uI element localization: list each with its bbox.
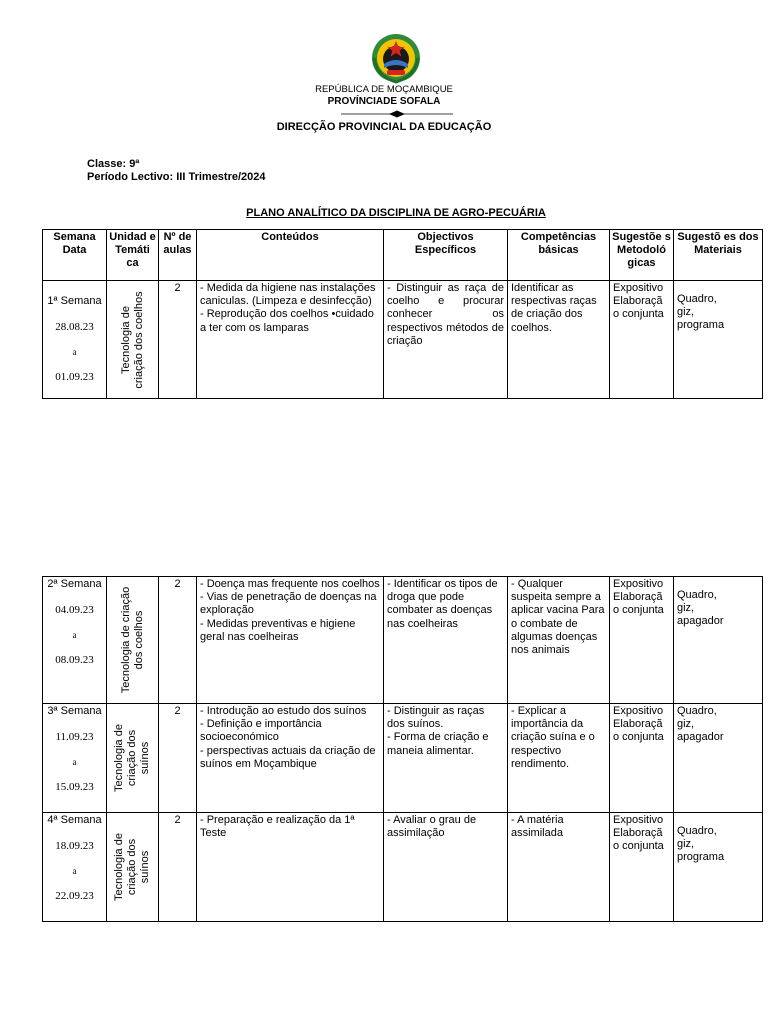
start-date: 04.09.23 [55, 604, 94, 617]
unit-cell [107, 704, 159, 813]
contents-cell [197, 813, 384, 922]
col-header-objectivos: Objectivos Específicos [384, 230, 508, 281]
col-header-sugestoes-materiais: Sugestõ es dos Materiais [674, 230, 763, 281]
lessons-count: 2 [159, 281, 197, 399]
national-emblem-icon [370, 32, 422, 84]
date-separator: a [72, 866, 77, 877]
material-line: giz, [677, 838, 695, 851]
class-label: Classe: 9ª [87, 158, 140, 170]
week-label: 4ª Semana [47, 814, 102, 826]
lessons-count: 2 [159, 704, 197, 813]
method-line: Elaboraçã [613, 827, 663, 840]
table-row [43, 704, 763, 813]
content-item: - perspectivas actuais da criação de suínos em Moçambique [200, 744, 376, 770]
table-row [43, 577, 763, 704]
col-header-competencias: Competências básicas [508, 230, 610, 281]
directorate-name: DIRECÇÃO PROVINCIAL DA EDUCAÇÃO [276, 121, 492, 133]
unit-cell [107, 813, 159, 922]
period-label: Período Lectivo: III Trimestre/2024 [87, 171, 266, 183]
date-separator: a [72, 630, 77, 641]
materials-cell [674, 577, 763, 704]
objectives-cell [384, 704, 508, 813]
material-line: giz, [677, 718, 695, 731]
method-line: Expositivo [613, 814, 664, 826]
methods-cell [610, 704, 674, 813]
unit-label: Tecnologia de criação dos suínos [112, 724, 152, 792]
col-header-unidade: Unidad e Temáti ca [107, 230, 159, 281]
material-line: Quadro, [677, 705, 717, 717]
contents-cell [197, 577, 384, 704]
header-divider [341, 109, 453, 119]
week-label: 1ª Semana [47, 295, 102, 307]
col-header-sugestoes-metodologicas: Sugestõe s Metodoló gicas [610, 230, 674, 281]
plan-title: PLANO ANALÍTICO DA DISCIPLINA DE AGRO-PECUÁRIA [246, 207, 546, 219]
col-header-semana: Semana Data [43, 230, 107, 281]
week-cell [43, 813, 107, 922]
material-line: Quadro, [677, 825, 717, 837]
method-line: o conjunta [613, 308, 664, 321]
end-date: 01.09.23 [55, 371, 94, 384]
content-item: - Introdução ao estudo dos suínos [200, 705, 367, 717]
start-date: 28.08.23 [55, 321, 94, 334]
table-row [43, 281, 763, 399]
start-date: 18.09.23 [55, 840, 94, 853]
material-line: programa [677, 319, 725, 332]
method-line: Expositivo [613, 282, 664, 294]
plan-table-page-2 [42, 576, 763, 922]
plan-table-page-1 [42, 229, 763, 399]
contents-cell [197, 704, 384, 813]
content-item: - Preparação e realização da 1ª Teste [200, 814, 355, 840]
province-name: PROVÍNCIADE SOFALA [327, 96, 441, 107]
materials-cell [674, 813, 763, 922]
table-header-row [43, 230, 763, 281]
materials-cell [674, 704, 763, 813]
competencies-cell [508, 704, 610, 813]
method-line: o conjunta [613, 731, 664, 744]
competencies-cell [508, 813, 610, 922]
material-line: programa [677, 851, 725, 864]
competencies-cell [508, 281, 610, 399]
unit-label: Tecnologia de criação dos coelhos [119, 586, 145, 694]
col-header-aulas: Nº de aulas [159, 230, 197, 281]
competencies-cell [508, 577, 610, 704]
lessons-count: 2 [159, 577, 197, 704]
method-line: o conjunta [613, 604, 664, 617]
week-label: 3ª Semana [47, 705, 102, 717]
methods-cell [610, 813, 674, 922]
competency-item: - Explicar a importância da criação suína e o respectivo rendimento. [511, 705, 595, 770]
competency-item: - A matéria assimilada [511, 814, 564, 840]
end-date: 15.09.23 [55, 781, 94, 794]
content-item: - Reprodução dos coelhos •cuidado a ter com os lamparas [200, 308, 374, 334]
method-line: o conjunta [613, 840, 664, 853]
materials-cell [674, 281, 763, 399]
content-item: - Doença mas frequente nos coelhos [200, 578, 380, 590]
material-line: apagador [677, 731, 724, 744]
week-cell [43, 704, 107, 813]
method-line: Expositivo [613, 705, 664, 717]
end-date: 08.09.23 [55, 654, 94, 667]
col-header-conteudos: Conteúdos [197, 230, 384, 281]
republic-name: REPÚBLICA DE MOÇAMBIQUE [315, 84, 453, 95]
material-line: Quadro, [677, 589, 717, 601]
objectives-cell [384, 281, 508, 399]
week-cell [43, 577, 107, 704]
method-line: Expositivo [613, 578, 664, 590]
material-line: apagador [677, 615, 724, 628]
objective-item: - Distinguir as raças dos suínos. [387, 705, 485, 731]
methods-cell [610, 281, 674, 399]
content-item: - Medidas preventivas e higiene geral nas coelheiras [200, 617, 356, 643]
contents-cell [197, 281, 384, 399]
unit-cell [107, 281, 159, 399]
unit-label: Tecnologia de criação dos coelhos [119, 290, 145, 389]
date-separator: a [72, 347, 77, 358]
start-date: 11.09.23 [55, 731, 94, 744]
content-item: - Vias de penetração de doenças na exploração [200, 591, 377, 617]
objective-item: - Identificar os tipos de droga que pode combater as doenças nas coelheiras [387, 578, 498, 630]
content-item: - Definição e importância socioeconómico [200, 718, 322, 744]
objectives-cell [384, 813, 508, 922]
method-line: Elaboraçã [613, 295, 663, 308]
content-item: - Medida da higiene nas instalações caniculas. (Limpeza e desinfecção) [200, 282, 376, 308]
end-date: 22.09.23 [55, 890, 94, 903]
method-line: Elaboraçã [613, 718, 663, 731]
unit-cell [107, 577, 159, 704]
objectives-cell [384, 577, 508, 704]
lessons-count: 2 [159, 813, 197, 922]
objective-item: - Forma de criação e maneia alimentar. [387, 731, 489, 757]
method-line: Elaboraçã [613, 591, 663, 604]
week-cell [43, 281, 107, 399]
table-row [43, 813, 763, 922]
objective-item: - Distinguir as raça de coelho e procurar conhecer os respectivos métodos de criação [387, 282, 504, 347]
date-separator: a [72, 757, 77, 768]
competency-item: - Qualquer suspeita sempre a aplicar vacina Para o combate de algumas doenças nos animais [511, 578, 605, 656]
unit-label: Tecnologia de criação dos suínos [112, 833, 152, 901]
material-line: giz, [677, 306, 695, 319]
material-line: giz, [677, 602, 695, 615]
material-line: Quadro, [677, 293, 717, 305]
competency-item: Identificar as respectivas raças de criação dos coelhos. [511, 282, 597, 334]
methods-cell [610, 577, 674, 704]
week-label: 2ª Semana [47, 578, 102, 590]
objective-item: - Avaliar o grau de assimilação [387, 814, 477, 840]
